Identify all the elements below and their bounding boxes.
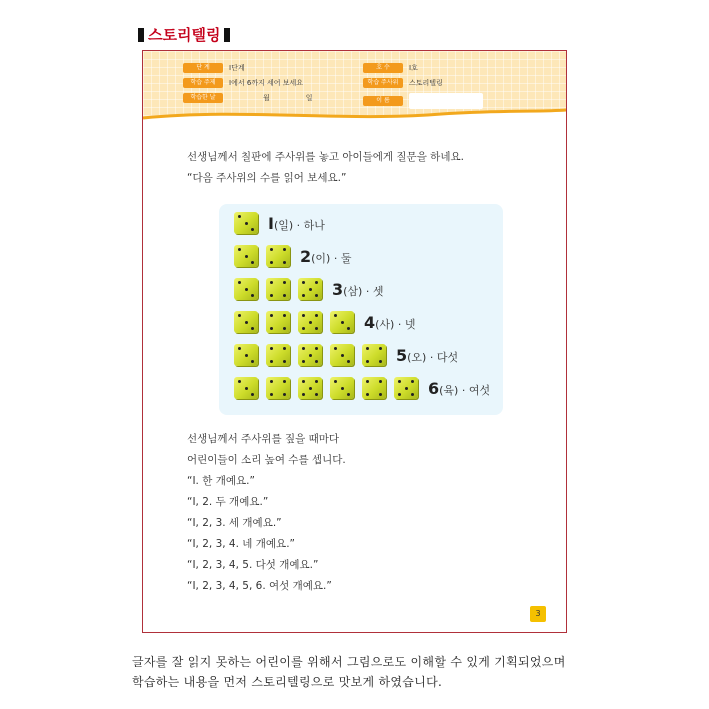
dice-group [234, 245, 298, 267]
dice-group [234, 278, 330, 300]
die-pip [270, 314, 273, 317]
activity-tag: 학습 주사위 [363, 78, 403, 88]
die-pip [302, 360, 305, 363]
die-pip [238, 380, 241, 383]
name-tag: 이 름 [363, 96, 403, 106]
die-pip [251, 327, 254, 330]
die-pip [302, 314, 305, 317]
story-line: “I, 2, 3, 4, 5, 6. 여섯 개예요.” [187, 580, 332, 592]
die-pip [270, 327, 273, 330]
die-pip [283, 314, 286, 317]
die-pip [245, 321, 248, 324]
page-number: 3 [530, 606, 546, 622]
story-line: “I, 2. 두 개예요.” [187, 496, 269, 508]
date-tag: 학습한 날 [183, 93, 223, 103]
die-pip [270, 294, 273, 297]
die-pip [302, 281, 305, 284]
intro-line-1: 선생님께서 칠판에 주사위를 놓고 아이들에게 질문을 하네요. [187, 151, 464, 163]
die-icon [234, 377, 258, 399]
die-pip [379, 393, 382, 396]
story-line: “I, 2, 3, 4. 네 개예요.” [187, 538, 295, 550]
die-pip [309, 288, 312, 291]
die-pip [366, 393, 369, 396]
title-bar-left [138, 28, 144, 42]
dice-label: 3(삼) · 셋 [332, 279, 384, 299]
story-line: “I, 2, 3. 세 개예요.” [187, 517, 282, 529]
caption-line-2: 학습하는 내용을 먼저 스토리텔링으로 맛보게 하였습니다. [132, 675, 443, 689]
section-title [138, 24, 230, 45]
die-icon [330, 377, 354, 399]
die-pip [245, 288, 248, 291]
die-pip [309, 354, 312, 357]
dice-group [234, 377, 426, 399]
dice-group [234, 344, 394, 366]
die-icon [266, 278, 290, 300]
die-pip [302, 393, 305, 396]
dice-label: 6(육) · 여섯 [428, 378, 491, 398]
die-pip [270, 360, 273, 363]
dice-row-5 [234, 344, 458, 366]
die-pip [270, 347, 273, 350]
die-pip [302, 347, 305, 350]
dice-row-3 [234, 278, 383, 300]
caption-line-1: 글자를 잘 읽지 못하는 어린이를 위해서 그림으로도 이해할 수 있게 기획되었으며 [132, 655, 566, 669]
dice-label: 5(오) · 다섯 [396, 345, 459, 365]
die-icon [266, 344, 290, 366]
dice-row-4 [234, 311, 415, 333]
die-pip [379, 347, 382, 350]
die-icon [234, 278, 258, 300]
die-pip [270, 380, 273, 383]
die-icon [266, 245, 290, 267]
die-icon [234, 245, 258, 267]
intro-text [187, 147, 464, 189]
header-date-row [183, 93, 313, 103]
die-icon [362, 344, 386, 366]
die-pip [334, 347, 337, 350]
day-label: 일 [305, 94, 313, 102]
die-pip [366, 380, 369, 383]
header-number-row [363, 63, 418, 73]
die-icon [362, 377, 386, 399]
die-pip [334, 314, 337, 317]
die-pip [379, 360, 382, 363]
die-pip [334, 380, 337, 383]
workbook-page [142, 50, 567, 633]
caption [132, 652, 566, 692]
die-pip [315, 347, 318, 350]
story-line: 선생님께서 주사위를 짚을 때마다 [187, 433, 340, 445]
die-icon [298, 344, 322, 366]
story-line: “I. 한 개예요.” [187, 475, 255, 487]
dice-group [234, 311, 362, 333]
die-pip [238, 281, 241, 284]
die-icon [330, 311, 354, 333]
die-icon [298, 311, 322, 333]
die-pip [379, 380, 382, 383]
dice-group [234, 212, 266, 234]
die-pip [341, 387, 344, 390]
story-text [187, 429, 346, 597]
die-pip [283, 248, 286, 251]
die-icon [266, 311, 290, 333]
die-pip [251, 294, 254, 297]
die-pip [238, 314, 241, 317]
header-topic-row [183, 78, 303, 88]
die-pip [398, 380, 401, 383]
die-pip [245, 222, 248, 225]
dice-panel [219, 204, 503, 415]
die-pip [309, 387, 312, 390]
header-wave [143, 106, 566, 126]
die-pip [283, 360, 286, 363]
die-pip [283, 294, 286, 297]
story-line: “I, 2, 3, 4, 5. 다섯 개예요.” [187, 559, 319, 571]
title-bar-right [224, 28, 230, 42]
die-pip [270, 248, 273, 251]
die-pip [245, 354, 248, 357]
die-icon [298, 377, 322, 399]
die-icon [330, 344, 354, 366]
step-tag: 단 계 [183, 63, 223, 73]
die-pip [315, 327, 318, 330]
die-pip [283, 281, 286, 284]
die-pip [411, 393, 414, 396]
name-field[interactable] [409, 93, 483, 109]
dice-row-2 [234, 245, 351, 267]
die-pip [283, 393, 286, 396]
die-icon [234, 212, 258, 234]
die-pip [366, 360, 369, 363]
die-pip [315, 360, 318, 363]
die-pip [341, 354, 344, 357]
die-pip [245, 387, 248, 390]
die-pip [302, 380, 305, 383]
dice-label: I(일) · 하나 [268, 213, 325, 233]
die-icon [298, 278, 322, 300]
die-pip [283, 327, 286, 330]
die-icon [266, 377, 290, 399]
die-pip [315, 281, 318, 284]
section-title-text: 스토리텔링 [148, 26, 221, 44]
die-pip [245, 255, 248, 258]
die-pip [347, 327, 350, 330]
die-pip [315, 314, 318, 317]
die-pip [302, 294, 305, 297]
topic-value: I에서 6까지 세어 보세요 [229, 79, 304, 87]
dice-label: 2(이) · 둘 [300, 246, 352, 266]
dice-label: 4(사) · 넷 [364, 312, 416, 332]
header-activity-row [363, 78, 443, 88]
die-pip [341, 321, 344, 324]
die-pip [270, 261, 273, 264]
die-pip [238, 248, 241, 251]
die-pip [251, 393, 254, 396]
die-pip [238, 347, 241, 350]
die-pip [270, 393, 273, 396]
die-icon [394, 377, 418, 399]
step-value: I단계 [229, 64, 245, 72]
die-pip [315, 294, 318, 297]
activity-value: 스토리텔링 [409, 79, 443, 87]
die-pip [347, 393, 350, 396]
die-pip [309, 321, 312, 324]
header-name-row [363, 93, 483, 109]
die-pip [315, 380, 318, 383]
die-pip [283, 380, 286, 383]
die-pip [251, 261, 254, 264]
die-pip [251, 360, 254, 363]
die-pip [398, 393, 401, 396]
die-pip [366, 347, 369, 350]
die-pip [315, 393, 318, 396]
die-pip [405, 387, 408, 390]
number-tag: 호 수 [363, 63, 403, 73]
dice-row-1 [234, 212, 325, 234]
die-pip [411, 380, 414, 383]
dice-row-6 [234, 377, 490, 399]
die-pip [283, 347, 286, 350]
intro-line-2: “다음 주사위의 수를 읽어 보세요.” [187, 172, 347, 184]
die-pip [283, 261, 286, 264]
die-pip [270, 281, 273, 284]
die-icon [234, 344, 258, 366]
number-value: I호 [409, 64, 418, 72]
die-pip [302, 327, 305, 330]
header-step-row [183, 63, 245, 73]
die-pip [347, 360, 350, 363]
page-header [143, 51, 566, 121]
die-pip [238, 215, 241, 218]
die-pip [251, 228, 254, 231]
topic-tag: 학습 주제 [183, 78, 223, 88]
die-icon [234, 311, 258, 333]
month-label: 월 [263, 94, 270, 102]
story-line: 어린이들이 소리 높여 수를 셉니다. [187, 454, 346, 466]
